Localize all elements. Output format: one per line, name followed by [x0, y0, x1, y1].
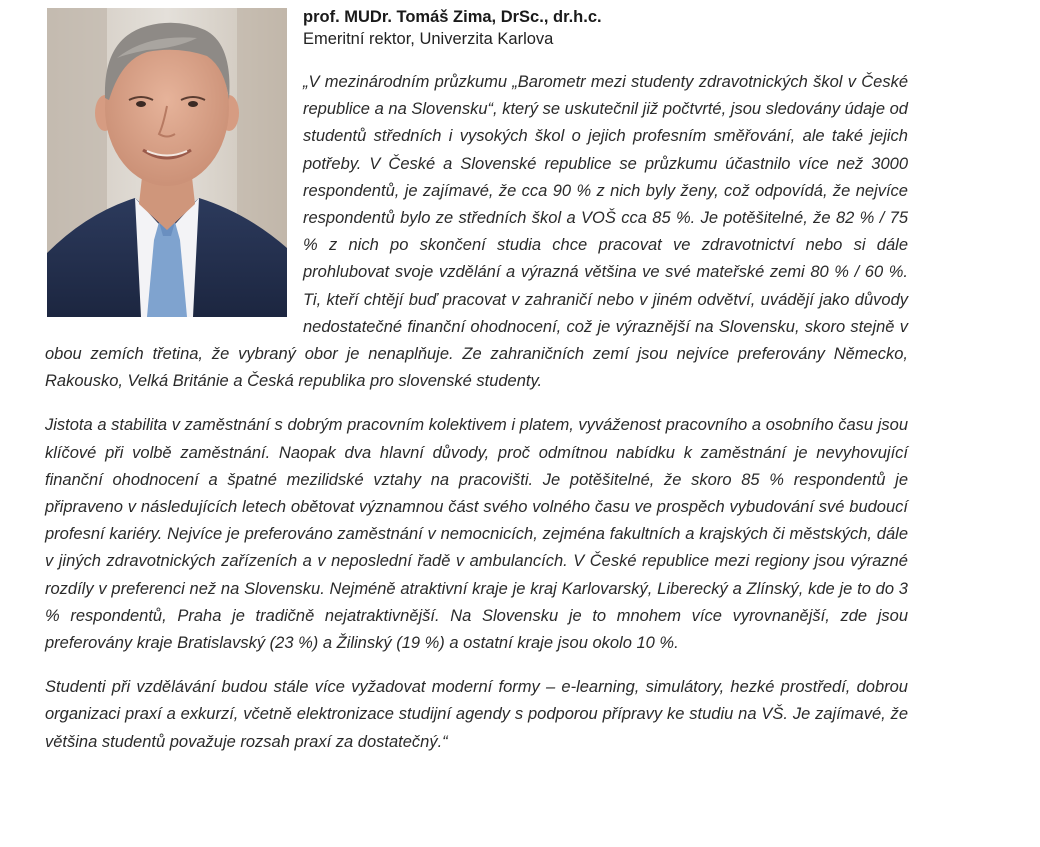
quote-paragraph-1: „V mezinárodním průzkumu „Barometr mezi studenty zdravotnických škol v České republice a na Slovensku“, který se uskutečnil již počtvrté, jsou sledovány údaje od studentů středních i vysokých škol o jejich profesním směřování, ale také jejich potřeby. V České a Slovenské republice se průzkumu účastnilo více než 3000 respondentů, je zajímavé, že cca 90 % z nich byly ženy, což odpovídá, že nejvíce respondentů bylo ze středních škol a VOŠ cca 85 %. Je potěšitelné, že 82 % / 75 % z nich po skončení studia chce pracovat ve zdravotnictví nebo si dále prohlubovat svoje vzdělání a výrazná většina ve své mateřské zemi 80 % / 60 %. Ti, kteří chtějí buď pracovat v zahraničí nebo v jiném odvětví, uvádějí jako důvody nedostatečné finanční ohodnocení, což je výraznější na Slovensku, skoro stejně v obou zemích třetina, že vybraný obor je nenaplňuje. Ze zahraničních zemí jsou nejvíce preferovány Německo, Rakousko, Velká Británie a Česká republika pro slovenské studenty. — [45, 73, 908, 391]
author-role: Emeritní rektor, Univerzita Karlova — [303, 30, 554, 48]
author-name: prof. MUDr. Tomáš Zima, DrSc., dr.h.c. — [303, 8, 602, 26]
quote-paragraph-2: Jistota a stabilita v zaměstnání s dobrým pracovním kolektivem i platem, vyváženost pracovního a osobního času jsou klíčové při volbě zaměstnání. Naopak dva hlavní důvody, proč odmítnou nabídku k zaměstnání je nevyhovující finanční ohodnocení a špatné mezilidské vztahy na pracovišti. Je potěšitelné, že skoro 85 % respondentů je připraveno v následujících letech obětovat významnou část svého volného času ve prospěch vybudování své budoucí profesní kariéry. Nejvíce je preferováno zaměstnání v nemocnicích, zejména fakultních a krajských či městských, dále v jiných zdravotnických zařízeních a v neposlední řadě v ambulancích. V České republice mezi regiony jsou výrazné rozdíly v preferenci než na Slovensku. Nejméně atraktivní kraje je kraj Karlovarský, Liberecký a Zlínský, kde je to do 3 % respondentů, Praha je tradičně nejatraktivnější. Na Slovensku je to mnohem více vyrovnanější, zde jsou preferovány kraje Bratislavský (23 %) a Žilinský (19 %) a ostatní kraje jsou okolo 10 %. — [45, 416, 908, 653]
testimonial — [45, 7, 908, 773]
author-portrait — [47, 8, 287, 317]
quote-paragraph-3: Studenti při vzdělávání budou stále více vyžadovat moderní formy – e-learning, simulátory, hezké prostředí, dobrou organizaci praxí a exkurzí, včetně elektronizace studijní agendy s podporou přípravy ke studiu na VŠ. Je zajímavé, že většina studentů považuje rozsah praxí za dostatečný.“ — [45, 678, 908, 751]
